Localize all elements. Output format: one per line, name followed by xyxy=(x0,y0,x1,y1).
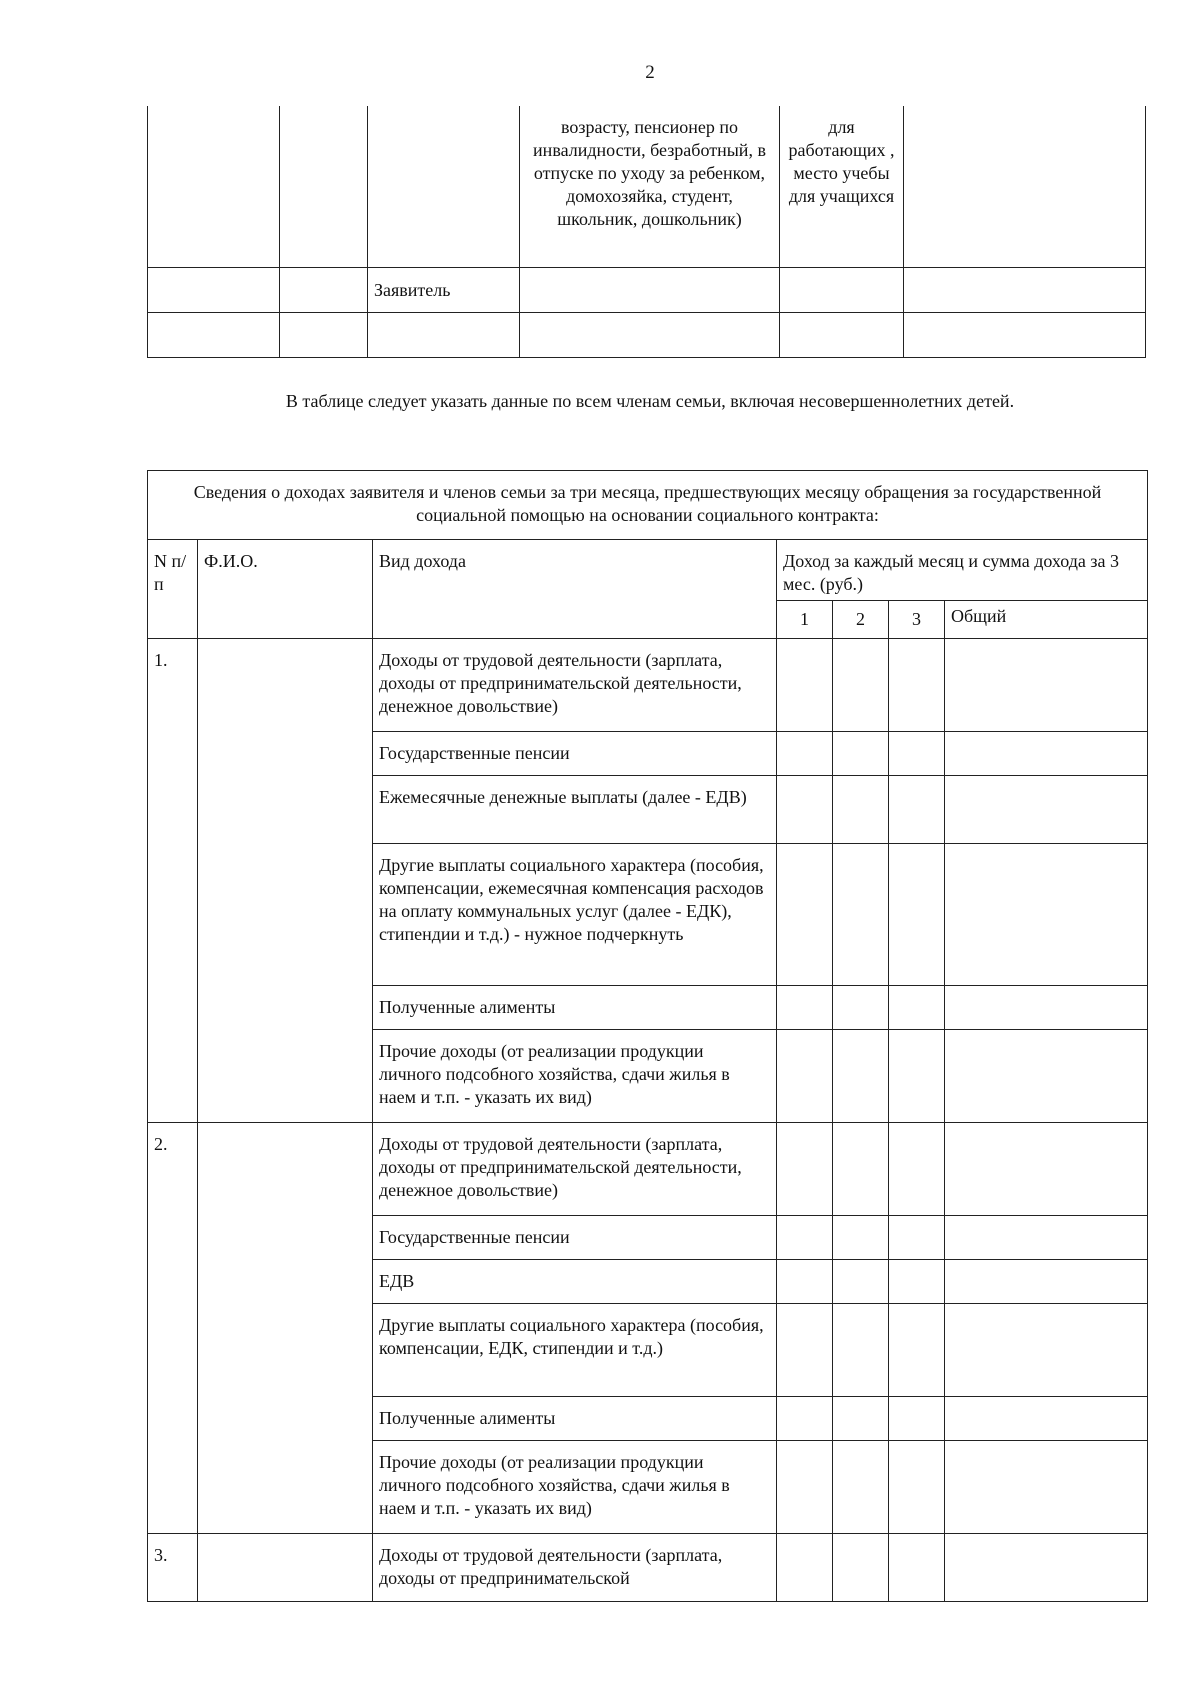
value-cell xyxy=(833,1304,889,1397)
group-number: 3. xyxy=(148,1534,198,1602)
table-cell xyxy=(148,313,280,358)
value-cell xyxy=(945,732,1148,776)
value-cell xyxy=(889,1441,945,1534)
value-cell xyxy=(945,1260,1148,1304)
header-total: Общий xyxy=(945,601,1148,639)
header-name: Ф.И.О. xyxy=(198,540,373,639)
income-type-cell: Прочие доходы (от реализации продукции личного подсобного хозяйства, сдачи жилья в наем и т.п. - указать их вид) xyxy=(373,1030,777,1123)
table-title-row xyxy=(148,471,1148,540)
value-cell xyxy=(777,1030,833,1123)
value-cell xyxy=(777,776,833,844)
value-cell xyxy=(833,1030,889,1123)
table-row xyxy=(148,106,1146,268)
table-note: В таблице следует указать данные по всем членам семьи, включая несовершеннолетних детей. xyxy=(285,391,1015,411)
income-type-cell: Другие выплаты социального характера (пособия, компенсации, ЕДК, стипендии и т.д.) xyxy=(373,1304,777,1397)
table-cell xyxy=(904,268,1146,313)
table-cell xyxy=(904,106,1146,268)
name-cell xyxy=(198,639,373,1123)
value-cell xyxy=(777,732,833,776)
table-header-row xyxy=(148,540,1148,601)
table-row xyxy=(148,313,1146,358)
income-type-cell: ЕДВ xyxy=(373,1260,777,1304)
value-cell xyxy=(945,1397,1148,1441)
income-table xyxy=(147,470,1148,1602)
value-cell xyxy=(945,1216,1148,1260)
table-cell xyxy=(280,268,368,313)
value-cell xyxy=(889,1534,945,1602)
value-cell xyxy=(777,1397,833,1441)
value-cell xyxy=(833,986,889,1030)
value-cell xyxy=(833,844,889,986)
income-type-cell: Доходы от трудовой деятельности (зарплата, доходы от предпринимательской деятельности, денежное довольствие) xyxy=(373,1123,777,1216)
value-cell xyxy=(777,1304,833,1397)
table-cell xyxy=(780,313,904,358)
value-cell xyxy=(777,1216,833,1260)
value-cell xyxy=(889,639,945,732)
workplace-header: для работающих , место учебы для учащихся xyxy=(780,106,904,268)
value-cell xyxy=(889,1123,945,1216)
value-cell xyxy=(833,732,889,776)
income-table-title: Сведения о доходах заявителя и членов семьи за три месяца, предшествующих месяцу обращения за государственной социальной помощью на основании социального контракта: xyxy=(148,471,1148,540)
value-cell xyxy=(833,776,889,844)
table-cell xyxy=(520,313,780,358)
value-cell xyxy=(945,1304,1148,1397)
table-cell xyxy=(280,106,368,268)
table-cell xyxy=(148,268,280,313)
group-number: 1. xyxy=(148,639,198,1123)
header-monthly-income: Доход за каждый месяц и сумма дохода за 3 мес. (руб.) xyxy=(777,540,1148,601)
header-month-2: 2 xyxy=(833,601,889,639)
income-type-cell: Ежемесячные денежные выплаты (далее - ЕДВ) xyxy=(373,776,777,844)
name-cell xyxy=(198,1534,373,1602)
table-cell xyxy=(280,313,368,358)
value-cell xyxy=(833,1534,889,1602)
value-cell xyxy=(889,732,945,776)
value-cell xyxy=(833,639,889,732)
table-cell xyxy=(148,106,280,268)
value-cell xyxy=(777,1534,833,1602)
value-cell xyxy=(777,639,833,732)
table-row xyxy=(148,1534,1148,1602)
value-cell xyxy=(945,1030,1148,1123)
table-cell xyxy=(904,313,1146,358)
value-cell xyxy=(833,1260,889,1304)
income-type-cell: Прочие доходы (от реализации продукции личного подсобного хозяйства, сдачи жилья в наем и т.п. - указать их вид) xyxy=(373,1441,777,1534)
value-cell xyxy=(889,1304,945,1397)
value-cell xyxy=(945,986,1148,1030)
value-cell xyxy=(889,986,945,1030)
table-cell xyxy=(368,313,520,358)
value-cell xyxy=(833,1441,889,1534)
value-cell xyxy=(889,1397,945,1441)
value-cell xyxy=(777,986,833,1030)
header-income-type: Вид дохода xyxy=(373,540,777,639)
value-cell xyxy=(833,1216,889,1260)
table-cell xyxy=(780,268,904,313)
table-cell xyxy=(520,268,780,313)
income-type-cell: Государственные пенсии xyxy=(373,732,777,776)
value-cell xyxy=(889,1260,945,1304)
value-cell xyxy=(889,776,945,844)
table-row xyxy=(148,1123,1148,1216)
value-cell xyxy=(777,1441,833,1534)
applicant-label: Заявитель xyxy=(368,268,520,313)
value-cell xyxy=(777,844,833,986)
value-cell xyxy=(945,639,1148,732)
value-cell xyxy=(945,1441,1148,1534)
value-cell xyxy=(945,1123,1148,1216)
page-number: 2 xyxy=(645,62,655,83)
income-type-cell: Полученные алименты xyxy=(373,1397,777,1441)
family-members-table xyxy=(147,106,1146,358)
value-cell xyxy=(777,1123,833,1216)
value-cell xyxy=(889,1030,945,1123)
income-type-cell: Полученные алименты xyxy=(373,986,777,1030)
value-cell xyxy=(833,1397,889,1441)
value-cell xyxy=(945,844,1148,986)
value-cell xyxy=(833,1123,889,1216)
social-status-header: возрасту, пенсионер по инвалидности, безработный, в отпуске по уходу за ребенком, домохозяйка, студент, школьник, дошкольник) xyxy=(520,106,780,268)
value-cell xyxy=(889,844,945,986)
group-number: 2. xyxy=(148,1123,198,1534)
income-type-cell: Другие выплаты социального характера (пособия, компенсации, ежемесячная компенсация расходов на оплату коммунальных услуг (далее - ЕДК), стипендии и т.д.) - нужное подчеркнуть xyxy=(373,844,777,986)
income-type-cell: Доходы от трудовой деятельности (зарплата, доходы от предпринимательской деятельности, денежное довольствие) xyxy=(373,639,777,732)
table-cell xyxy=(368,106,520,268)
name-cell xyxy=(198,1123,373,1534)
value-cell xyxy=(889,1216,945,1260)
header-month-3: 3 xyxy=(889,601,945,639)
value-cell xyxy=(777,1260,833,1304)
table-row xyxy=(148,639,1148,732)
value-cell xyxy=(945,1534,1148,1602)
income-type-cell: Доходы от трудовой деятельности (зарплата, доходы от предпринимательской xyxy=(373,1534,777,1602)
value-cell xyxy=(945,776,1148,844)
income-type-cell: Государственные пенсии xyxy=(373,1216,777,1260)
header-month-1: 1 xyxy=(777,601,833,639)
table-row xyxy=(148,268,1146,313)
header-number: N п/п xyxy=(148,540,198,639)
